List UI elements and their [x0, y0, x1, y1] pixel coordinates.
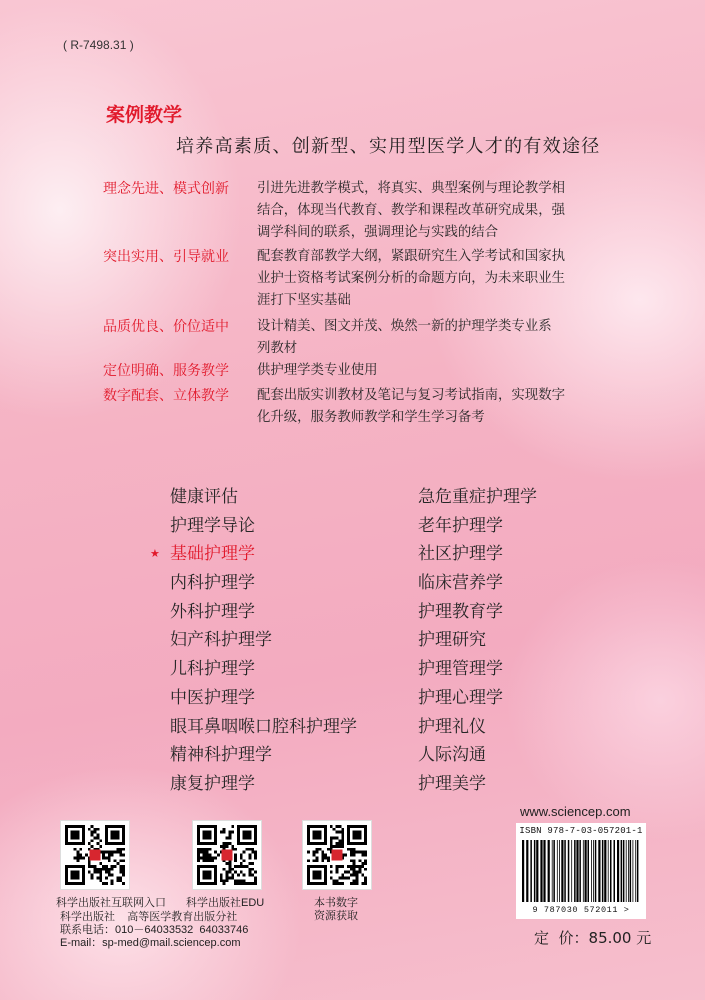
book-title: 人际沟通 [418, 745, 486, 766]
qr-code-icon [192, 820, 262, 890]
qr-code-icon [302, 820, 372, 890]
publisher-line: 科学出版社 高等医学教育出版分社 [60, 911, 238, 923]
price: 定 价：85.00 元 [534, 929, 652, 947]
book-title: 护理美学 [418, 773, 486, 794]
qr-label: 科学出版社EDU [186, 897, 265, 909]
book-title: 社区护理学 [418, 544, 503, 565]
book-title: 精神科护理学 [170, 745, 272, 766]
book-title: 儿科护理学 [170, 659, 255, 680]
book-title: 护理研究 [418, 630, 486, 651]
qr-code-icon [65, 825, 125, 885]
qr-code-icon [307, 825, 367, 885]
publisher-website: www.sciencep.com [520, 804, 631, 819]
feature-label: 数字配套、立体教学 [103, 388, 229, 404]
feature-label: 理念先进、模式创新 [103, 181, 229, 197]
slogan: 培养高素质、创新型、实用型医学人才的有效途径 [176, 136, 601, 157]
book-title: 内科护理学 [170, 573, 255, 594]
book-title: 健康评估 [170, 487, 238, 507]
book-title: 护理教育学 [418, 601, 503, 622]
book-title: 临床营养学 [418, 573, 503, 594]
book-title: 眼耳鼻咽喉口腔科护理学 [170, 716, 357, 737]
book-title: 基础护理学 [170, 544, 255, 565]
book-title: 护理管理学 [418, 659, 503, 680]
book-list-left [150, 483, 357, 799]
book-title: 外科护理学 [170, 601, 255, 622]
qr-label: 本书数字 [314, 897, 358, 909]
barcode-icon [522, 840, 640, 902]
feature-desc-line: 引进先进教学模式，将真实、典型案例与理论教学相 [257, 181, 565, 196]
book-title: 护理学导论 [170, 515, 255, 536]
feature-desc-line: 配套出版实训教材及笔记与复习考试指南，实现数字 [257, 388, 565, 403]
qr-code-icon [60, 820, 130, 890]
book-title: 老年护理学 [418, 515, 503, 536]
feature-desc-line: 列教材 [257, 341, 298, 356]
barcode-digits: 9 787030 572011 > [532, 905, 630, 915]
isbn-barcode [516, 823, 646, 919]
book-title: 护理礼仪 [418, 716, 486, 737]
series-brand: 案例教学 [106, 104, 183, 126]
book-title: 急危重症护理学 [418, 487, 537, 507]
feature-desc-line: 调学科间的联系，强调理论与实践的结合 [257, 225, 499, 240]
feature-label: 突出实用、引导就业 [103, 249, 229, 265]
book-title: 护理心理学 [418, 687, 503, 708]
isbn-number: ISBN 978-7-03-057201-1 [519, 826, 643, 836]
feature-desc-line: 结合，体现当代教育、教学和课程改革研究成果，强 [257, 203, 565, 218]
catalog-code: ( R-7498.31 ) [63, 38, 134, 52]
feature-desc-line: 涯打下坚实基础 [257, 293, 351, 308]
qr-label: 资源获取 [314, 910, 358, 922]
feature-label: 定位明确、服务教学 [103, 363, 229, 379]
feature-desc-line: 配套教育部教学大纲，紧跟研究生入学考试和国家执 [257, 249, 565, 264]
feature-desc-line: 供护理学类专业使用 [257, 363, 378, 378]
book-list-right [418, 483, 537, 799]
feature-desc-line: 设计精美、图文并茂、焕然一新的护理学类专业系 [257, 319, 552, 334]
book-title: 妇产科护理学 [170, 630, 272, 651]
book-title: 康复护理学 [170, 773, 255, 794]
feature-desc-line: 业护士资格考试案例分析的命题方向，为未来职业生 [257, 271, 565, 286]
star-icon: ★ [150, 547, 160, 561]
book-title-highlighted [150, 540, 357, 569]
publisher-phone: 联系电话：010－64033532 64033746 [60, 924, 249, 936]
book-title: 中医护理学 [170, 687, 255, 708]
qr-code-icon [197, 825, 257, 885]
publisher-email: E-mail：sp-med@mail.sciencep.com [60, 937, 241, 949]
feature-desc-line: 化升级，服务教师教学和学生学习备考 [257, 410, 485, 425]
feature-label: 品质优良、价位适中 [103, 319, 229, 335]
qr-label: 科学出版社互联网入口 [56, 897, 166, 909]
